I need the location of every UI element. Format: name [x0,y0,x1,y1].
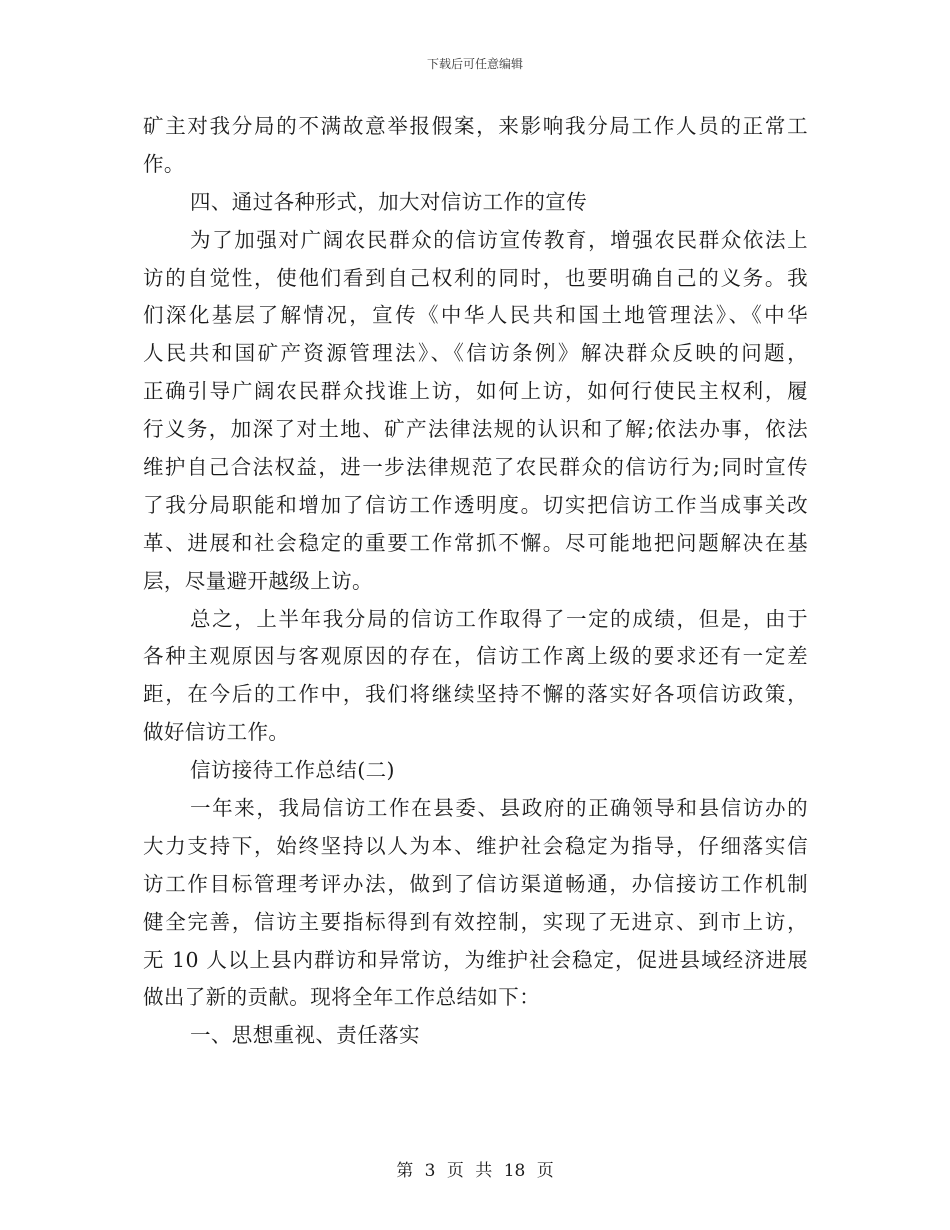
text-line: 总之，上半年我分局的信访工作取得了一定的成绩，但是，由于 [190,606,808,631]
text-line: 一年来，我局信访工作在县委、县政府的正确领导和县信访办的 [190,796,808,821]
text-line: 了我分局职能和增加了信访工作透明度。切实把信访工作当成事关改 [143,492,808,517]
text-line: 层，尽量避开越级上访。 [143,568,373,593]
text-line: 为了加强对广阔农民群众的信访宣传教育，增强农民群众依法上 [190,227,808,252]
text-line: 们深化基层了解情况，宣传《中华人民共和国土地管理法》、《中华 [143,303,808,328]
text-line: 无 10 人以上县内群访和异常访，为维护社会稳定，促进县域经济进展 [143,947,808,972]
text-line: 各种主观原因与客观原因的存在，信访工作离上级的要求还有一定差 [143,644,808,669]
document-body [143,108,808,1055]
text-line: 维护自己合法权益，进一步法律规范了农民群众的信访行为;同时宣传 [143,455,808,480]
text-line: 距，在今后的工作中，我们将继续坚持不懈的落实好各项信访政策， [143,682,808,707]
text-line: 行义务，加深了对土地、矿产法律法规的认识和了解;依法办事，依法 [143,417,808,442]
text-line: 访的自觉性，使他们看到自己权利的同时，也要明确自己的义务。我 [143,265,808,290]
page-header: 下载后可任意编辑 [426,57,523,71]
text-line: 大力支持下，始终坚持以人为本、维护社会稳定为指导，仔细落实信 [143,833,808,858]
text-line: 做出了新的贡献。现将全年工作总结如下： [143,985,541,1010]
text-line: 作。 [143,151,185,176]
text-line: 正确引导广阔农民群众找谁上访，如何上访，如何行使民主权利，履 [143,379,808,404]
text-line: 革、进展和社会稳定的重要工作常抓不懈。尽可能地把问题解决在基 [143,530,808,555]
document-subtitle: 信访接待工作总结(二) [190,758,395,783]
text-line: 访工作目标管理考评办法，做到了信访渠道畅通，办信接访工作机制 [143,871,808,896]
text-line: 做好信访工作。 [143,720,290,745]
page-footer: 第 3 页 共 18 页 [396,1161,554,1181]
section-heading: 四、通过各种形式，加大对信访工作的宣传 [190,189,588,214]
text-line: 健全完善，信访主要指标得到有效控制，实现了无进京、到市上访， [143,909,808,934]
section-heading: 一、思想重视、责任落实 [190,1023,420,1048]
text-line: 矿主对我分局的不满故意举报假案，来影响我分局工作人员的正常工 [143,114,808,138]
text-line: 人民共和国矿产资源管理法》、《信访条例》解决群众反映的问题， [143,341,808,366]
